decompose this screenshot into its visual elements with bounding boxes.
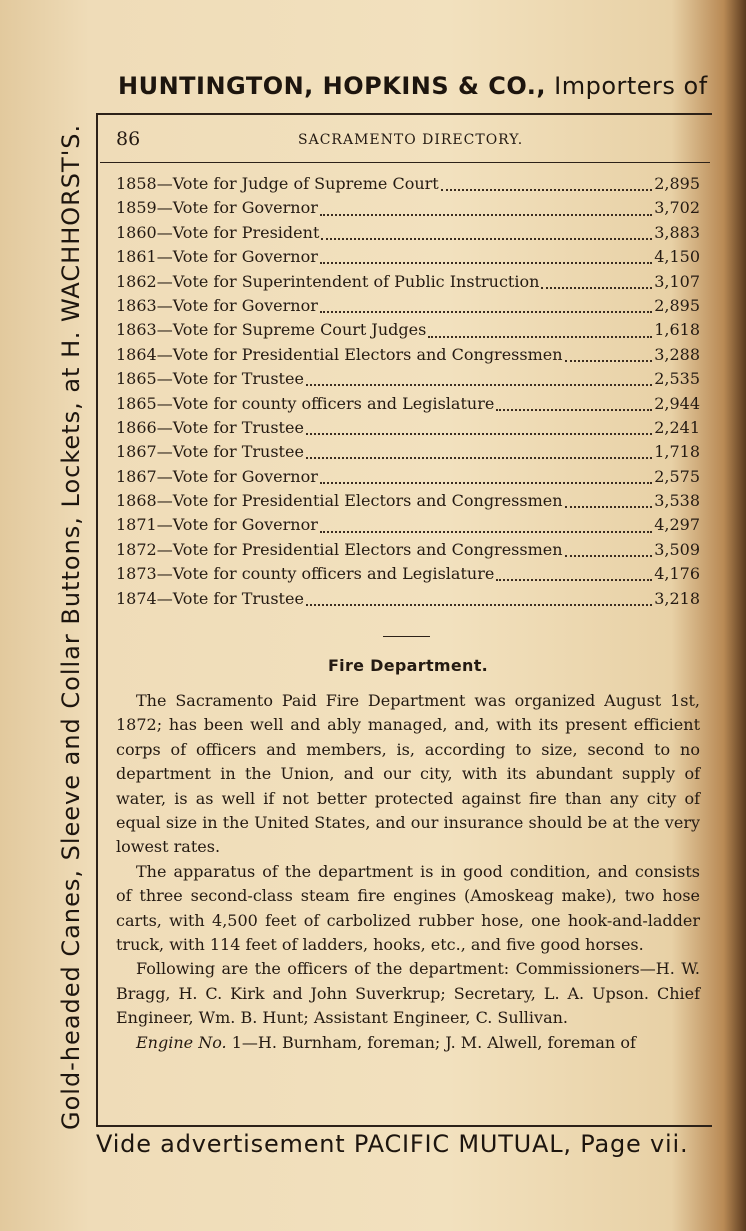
page-number: 86 — [116, 128, 141, 150]
header-suffix: Importers of — [546, 72, 708, 100]
paragraph: The apparatus of the department is in good condition, and consists of three second-class steam fire engines (Amoskeag make), two hose carts, with 4,500 feet of carbolized rubber hose, one hook-and-ladder truck, with 114 feet of ladders, hooks, etc., and five good horses. — [116, 861, 700, 955]
vote-count: 2,575 — [654, 466, 700, 486]
vote-label: 1863—Vote for Supreme Court Judges — [116, 320, 427, 340]
vote-count: 3,288 — [654, 344, 700, 364]
vote-count: 3,107 — [654, 271, 700, 291]
vote-count: 3,883 — [654, 222, 700, 242]
vote-row — [116, 270, 700, 294]
vote-label: 1873—Vote for county officers and Legislature — [116, 564, 495, 584]
dot-leader — [428, 336, 652, 338]
head-rule — [100, 162, 710, 163]
vote-row — [116, 367, 700, 391]
vote-count: 4,150 — [654, 247, 700, 267]
dot-leader — [496, 579, 652, 581]
vote-row — [116, 440, 700, 464]
vote-list — [116, 172, 700, 611]
section-divider — [383, 636, 430, 637]
vote-count: 2,944 — [654, 393, 700, 413]
vote-row — [116, 318, 700, 342]
vote-row — [116, 392, 700, 416]
vote-count: 4,176 — [654, 564, 700, 584]
vote-label: 1861—Vote for Governor — [116, 247, 318, 267]
vote-row — [116, 294, 700, 318]
directory-title: SACRAMENTO DIRECTORY. — [298, 132, 524, 148]
vote-row — [116, 489, 700, 513]
vote-row — [116, 416, 700, 440]
paragraph: The Sacramento Paid Fire Department was organized August 1st, 1872; has been well and ably managed, and, with its present efficient corps of officers and members, is, according to size, second to no department in the Union, and our city, with its abundant supply of water, is as well if not better protected against fire than any city of equal size in the United States, and our insurance should be at the very lowest rates. — [116, 691, 700, 857]
engine-text: 1—H. Burnham, foreman; J. M. Alwell, foreman of — [226, 1032, 636, 1052]
vote-row — [116, 538, 700, 562]
vote-label: 1874—Vote for Trustee — [116, 588, 304, 608]
header-advertisement — [118, 72, 708, 100]
vote-row — [116, 465, 700, 489]
dot-leader — [320, 262, 652, 264]
footer-advertisement: Vide advertisement PACIFIC MUTUAL, Page vii. — [96, 1130, 689, 1158]
vote-count: 3,509 — [654, 539, 700, 559]
vote-count: 3,538 — [654, 491, 700, 511]
dot-leader — [306, 457, 652, 459]
vote-count: 2,241 — [654, 417, 700, 437]
running-head — [116, 128, 706, 150]
vote-label: 1863—Vote for Governor — [116, 295, 318, 315]
dot-leader — [565, 555, 653, 557]
vote-label: 1862—Vote for Superintendent of Public Instruction — [116, 271, 540, 291]
vote-label: 1864—Vote for Presidential Electors and Congressmen — [116, 344, 563, 364]
vote-count: 2,535 — [654, 369, 700, 389]
fire-department-text — [116, 689, 700, 1055]
vote-count: 3,702 — [654, 198, 700, 218]
paragraph: Following are the officers of the department: Commissioners—H. W. Bragg, H. C. Kirk and John Suverkrup; Secretary, L. A. Upson. Chief Engineer, Wm. B. Hunt; Assistant Engineer, C. Sullivan. — [116, 959, 700, 1028]
vote-count: 1,618 — [654, 320, 700, 340]
header-company: HUNTINGTON, HOPKINS & CO., — [118, 72, 546, 100]
dot-leader — [306, 384, 652, 386]
dot-leader — [441, 189, 652, 191]
dot-leader — [565, 506, 653, 508]
vote-label: 1872—Vote for Presidential Electors and Congressmen — [116, 539, 563, 559]
dot-leader — [565, 360, 653, 362]
vote-label: 1871—Vote for Governor — [116, 515, 318, 535]
engine-label: Engine No. — [136, 1032, 227, 1052]
vote-row — [116, 587, 700, 611]
side-advertisement: Gold-headed Canes, Sleeve and Collar Buttons, Lockets, at H. WACHHORST'S. — [57, 123, 85, 1130]
vote-label: 1867—Vote for Trustee — [116, 442, 304, 462]
dot-leader — [306, 604, 652, 606]
vote-count: 4,297 — [654, 515, 700, 535]
dot-leader — [541, 287, 652, 289]
vote-count: 2,895 — [654, 295, 700, 315]
dot-leader — [320, 214, 652, 216]
vote-row — [116, 221, 700, 245]
vote-row — [116, 343, 700, 367]
vote-row — [116, 513, 700, 537]
dot-leader — [306, 433, 652, 435]
vote-label: 1865—Vote for county officers and Legislature — [116, 393, 495, 413]
vote-label: 1867—Vote for Governor — [116, 466, 318, 486]
vote-label: 1868—Vote for Presidential Electors and Congressmen — [116, 491, 563, 511]
vote-label: 1866—Vote for Trustee — [116, 417, 304, 437]
vote-row — [116, 172, 700, 196]
vote-label: 1858—Vote for Judge of Supreme Court — [116, 174, 439, 193]
dot-leader — [496, 409, 652, 411]
dot-leader — [320, 531, 652, 533]
section-title: Fire Department. — [327, 656, 489, 675]
vote-row — [116, 245, 700, 269]
vote-count: 3,218 — [654, 588, 700, 608]
dot-leader — [320, 482, 652, 484]
vote-label: 1865—Vote for Trustee — [116, 369, 304, 389]
vote-label: 1860—Vote for President — [116, 222, 320, 242]
engine-line — [116, 1031, 700, 1055]
dot-leader — [320, 311, 652, 313]
vote-count: 2,895 — [654, 174, 700, 193]
dot-leader — [321, 238, 652, 240]
vote-label: 1859—Vote for Governor — [116, 198, 318, 218]
vote-row — [116, 562, 700, 586]
vote-count: 1,718 — [654, 442, 700, 462]
vote-row — [116, 196, 700, 220]
